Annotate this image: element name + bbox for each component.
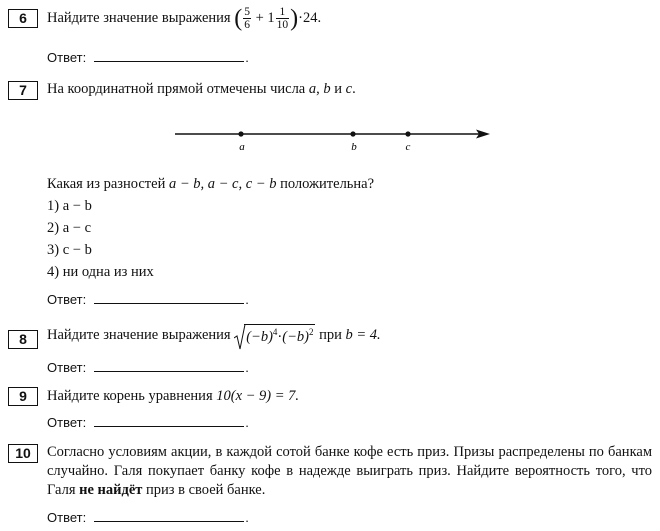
task-10-part1: Согласно условиям акции, в каждой сотой банке кофе есть приз. Призы распределены по банкам случайно. Галя покупает банку кофе в надежде выиграть приз. Найдите вероятность того, что Галя [47,444,652,498]
comma: , [316,81,320,97]
task-number-9: 9 [8,387,38,406]
frac-den: 10 [276,19,289,31]
answer-line[interactable] [94,360,244,372]
option-1: 1) a − b [47,198,92,214]
var-c: c [345,81,353,97]
option-2: 2) a − c [47,220,92,236]
task-10-part2: приз в своей банке. [146,482,266,498]
answer-dot: . [245,360,249,375]
task-10-bold: не найдёт [79,482,143,498]
radicand-base-2: (−b) [282,329,309,345]
fraction-1-10 [276,6,290,31]
answer-label: Ответ: [47,415,87,430]
task-9-prompt: Найдите корень уравнения [47,388,213,404]
radicand [244,324,315,346]
task-8-text [47,324,381,347]
mixed-whole: 1 [267,9,275,26]
condition-prefix: при [319,326,342,343]
radicand-base-1: (−b) [246,329,273,345]
condition: b = 4. [345,326,381,343]
answer-line[interactable] [94,50,244,62]
exponent-2: 2 [308,327,314,337]
task-6-text [47,6,321,31]
right-paren: ) [290,5,299,32]
answer-dot: . [245,415,249,430]
task-6-prompt: Найдите значение выражения [47,9,231,26]
task-8-prompt: Найдите значение выражения [47,326,231,343]
point-b [350,131,355,136]
task-number-6: 6 [8,9,38,28]
answer-line[interactable] [94,415,244,427]
question-suffix: положительна? [280,176,375,192]
frac-num: 1 [276,6,290,19]
answer-label: Ответ: [47,510,87,525]
answer-field-6[interactable] [47,50,249,66]
point-c [405,131,410,136]
answer-line[interactable] [94,510,244,522]
task-number-7: 7 [8,81,38,100]
answer-dot: . [245,50,249,65]
sqrt-sign-icon [234,324,246,350]
task-10-text [47,443,652,500]
frac-num: 5 [244,6,250,18]
answer-field-7[interactable] [47,292,249,308]
answer-label: Ответ: [47,50,87,65]
period: . [352,81,356,97]
multiplier: ·24. [298,9,322,26]
frac-den: 6 [244,19,250,31]
answer-dot: . [245,510,249,525]
option-4: 4) ни одна из них [47,264,154,280]
task-number-8: 8 [8,330,38,349]
task-7-text [47,80,356,99]
task-7-question [47,175,374,194]
axis-label-b: b [351,141,357,153]
task-number-10: 10 [8,444,38,463]
exponent-1: 4 [272,327,278,337]
plus-sign: + [255,9,264,26]
answer-field-8[interactable] [47,360,249,376]
answer-label: Ответ: [47,360,87,375]
answer-field-9[interactable] [47,415,249,431]
var-b: b [323,81,331,97]
sqrt-expression [234,324,315,347]
question-prefix: Какая из разностей [47,176,166,192]
task-7-prompt: На координатной прямой отмечены числа [47,81,306,97]
answer-dot: . [245,292,249,307]
and-word: и [334,81,343,97]
answer-field-10[interactable] [47,510,249,526]
equation: 10(x − 9) = 7. [216,388,300,404]
axis-label-a: a [239,141,245,153]
mult-dot: · [277,329,283,345]
question-diffs: a − b, a − c, c − b [168,176,277,192]
number-line [170,122,500,156]
left-paren: ( [234,5,243,32]
point-a [238,131,243,136]
option-3: 3) c − b [47,242,92,258]
var-a: a [308,81,317,97]
axis-label-c: c [405,141,411,153]
answer-line[interactable] [94,292,244,304]
answer-label: Ответ: [47,292,87,307]
task-9-text [47,387,299,406]
fraction-5-6 [243,6,251,31]
